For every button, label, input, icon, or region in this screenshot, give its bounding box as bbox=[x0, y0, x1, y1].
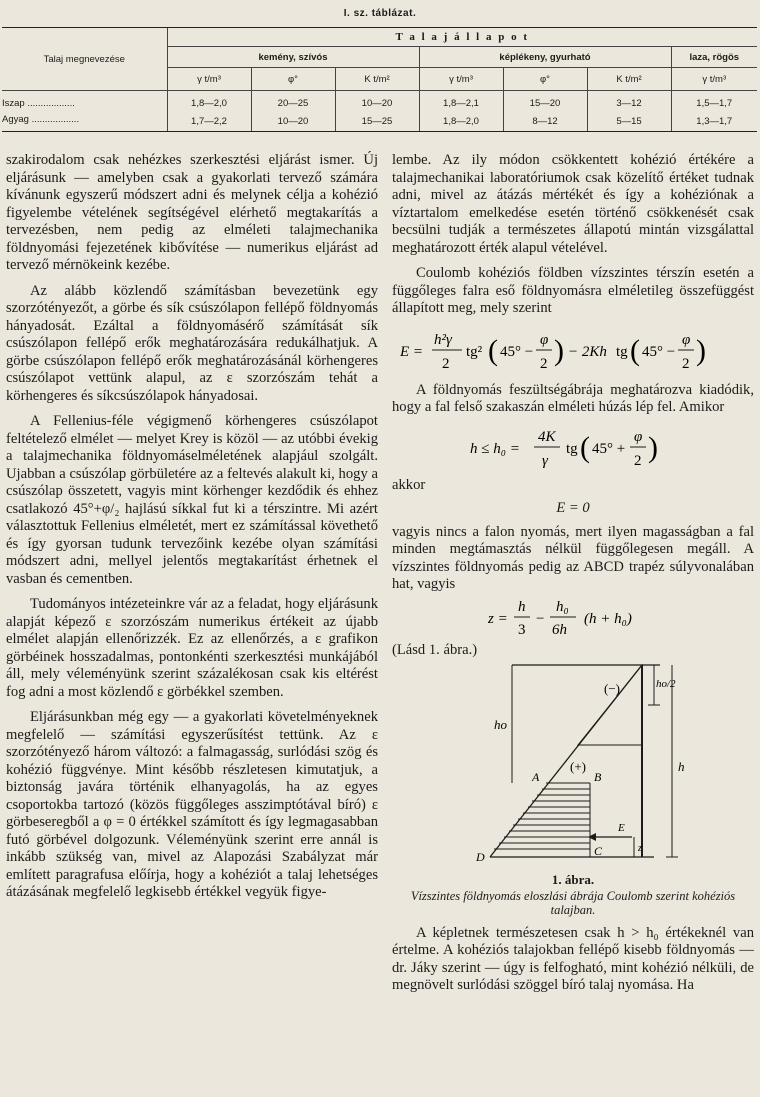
table-cell: 3—12 bbox=[587, 91, 671, 112]
label-A: A bbox=[532, 770, 540, 784]
paragraph: szakirodalom csak nehézkes szerkesztési eljárást ismer. Új eljárásunk — amelyben csak a gyakorlati tervező számára kívánunk egyszerű módszert adni és melynek célja a kohézió figyelembe vételének segítségével elérhető megtakarítás a tervezésben, nem pedig az elméleti talajmechanika földnyomási fejezetének kibővítése — numerikus eljárást ad tervező mérnökeink kezébe. bbox=[6, 152, 378, 273]
svg-text:45° +: 45° + bbox=[592, 440, 626, 457]
right-column bbox=[392, 152, 754, 995]
label-D: D bbox=[476, 850, 485, 864]
table-cell: 15—20 bbox=[503, 91, 587, 112]
svg-text:φ: φ bbox=[634, 428, 643, 445]
svg-text:45° −: 45° − bbox=[500, 343, 534, 360]
paragraph: Tudományos intézeteinkre vár az a feladat, hogy eljárásunk alapját képező ε szorzószám numerikus értékeit az újabb elmélet alapján ellenőrizzék. Ez az ellenőrzés, a ε grafikon görbéinek hosszadalmas, pontonkénti szerkesztési munkájából áll, mely véleményünk szerint százalékosan csak kis eltérést fog adni a most közlendő ε görbékkel szemben. bbox=[6, 596, 378, 700]
col-header: φ° bbox=[251, 68, 335, 91]
table-cell: 20—25 bbox=[251, 91, 335, 112]
col-header: γ t/m³ bbox=[167, 68, 251, 91]
table-cell: 1,7—2,2 bbox=[167, 111, 251, 132]
formula-e-zero: E = 0 bbox=[556, 500, 590, 516]
paragraph: A képletnek természetesen csak h > h₀ értékeknél van értelme. A kohéziós talajokban fellépő kisebb földnyomás — dr. Jáky szerint — úgy is felfogható, mint kohézió nélküli, de megnövelt surlódási szöggel bíró talaj nyomása. Ha bbox=[392, 924, 754, 993]
svg-text:4K: 4K bbox=[538, 428, 556, 445]
paragraph: A földnyomás feszültségábrája meghatározva kiadódik, hogy a fal felső szakaszán elméleti húzás lép fel. Amikor bbox=[392, 381, 754, 415]
figure-reference: (Lásd 1. ábra.) bbox=[392, 641, 478, 658]
label-negative: (−) bbox=[604, 681, 620, 696]
svg-text:tg: tg bbox=[616, 343, 628, 360]
table-cell: 8—12 bbox=[503, 111, 587, 132]
svg-text:E =: E = bbox=[400, 343, 424, 360]
svg-text:h ≤ h₀ =: h ≤ h₀ = bbox=[470, 440, 520, 457]
formula-coulomb-svg bbox=[392, 322, 754, 378]
col-header: K t/m² bbox=[587, 68, 671, 91]
svg-text:2: 2 bbox=[442, 355, 450, 372]
state-header-loose: laza, rögös bbox=[671, 47, 757, 68]
svg-text:(: ( bbox=[488, 333, 498, 367]
label-C: C bbox=[594, 844, 603, 858]
svg-text:(: ( bbox=[630, 333, 640, 367]
soil-table bbox=[2, 27, 757, 132]
svg-text:φ: φ bbox=[540, 331, 549, 348]
table-row-name: Iszap .................. bbox=[2, 91, 167, 112]
table-row-name: Agyag .................. bbox=[2, 111, 167, 132]
formula-z-svg bbox=[392, 596, 754, 640]
label-ho: ho bbox=[494, 717, 507, 732]
svg-text:2: 2 bbox=[682, 355, 690, 372]
col-header: K t/m² bbox=[335, 68, 419, 91]
svg-text:−: − bbox=[536, 610, 545, 627]
table-group-header: T a l a j á l l a p o t bbox=[167, 28, 757, 47]
svg-text:h²γ: h²γ bbox=[434, 331, 452, 348]
table-row-header: Talaj megnevezése bbox=[2, 28, 167, 91]
svg-text:z =: z = bbox=[488, 610, 508, 627]
label-h: h bbox=[678, 759, 685, 774]
svg-text:(h + h₀): (h + h₀) bbox=[584, 610, 632, 627]
svg-text:h₀: h₀ bbox=[556, 598, 569, 615]
label-ho2: ho/2 bbox=[656, 678, 676, 690]
paragraph: A Fellenius-féle végigmenő körhengeres csúszólapot feltételező elmélet — melyet Krey is közöl — az utóbbi évekig a talajmechanika földnyomáselméletének alapjául szolgált. Ujabban a csúszólap görbületére az a feltevés alakult ki, hogy a csúszólap összetett, vagyis mint körhenger kezdődik és ehhez csatlakozó 45°+φ/₂ hajlású síkkal fut ki a térszintre. Mi azért választottuk Fellenius elméletét, mert ez számítással követhető és így gyorsan tudunk tervezőink kezébe olyan számítási módszert adni, mellyel jelentős megtakarítást érhetnek el vasban és cementben. bbox=[6, 413, 378, 587]
state-header-hard: kemény, szívós bbox=[167, 47, 419, 68]
svg-text:φ: φ bbox=[682, 331, 691, 348]
table-cell: 10—20 bbox=[335, 91, 419, 112]
svg-text:− 2Kh: − 2Kh bbox=[568, 343, 607, 360]
svg-text:): ) bbox=[554, 333, 564, 367]
label-positive: (+) bbox=[570, 759, 586, 774]
table-cell: 1,8—2,0 bbox=[419, 111, 503, 132]
svg-text:6h: 6h bbox=[552, 621, 567, 638]
table-cell: 1,5—1,7 bbox=[671, 91, 757, 112]
svg-text:(: ( bbox=[580, 430, 590, 464]
formula-coulomb bbox=[392, 322, 754, 378]
svg-text:h: h bbox=[518, 598, 526, 615]
table-cell: 10—20 bbox=[251, 111, 335, 132]
paragraph: lembe. Az ily módon csökkentett kohézió értékére a talajmechanikai laboratóriumok csak közelítő értéket tudnak adni, mivel az átázás mértékét és így a kohéziónak a víztartalom emelkedése esetén történő csökkenését csak becsülni tudják a természetes állapotú mintán vizsgálattal meghatározott érték alapul vételével. bbox=[392, 152, 754, 256]
formula-h0-svg bbox=[392, 421, 754, 473]
figure-caption: 1. ábra. bbox=[551, 872, 595, 887]
label-E: E bbox=[618, 822, 625, 834]
paragraph-akkor: akkor bbox=[392, 476, 426, 493]
paragraph: vagyis nincs a falon nyomás, mert ilyen magasságban a fal minden megtámasztás nélkül függőlegesen megáll. A vízszintes földnyomás pedig az ABCD trapéz súlyvonalában hat, vagyis bbox=[392, 523, 754, 592]
hatched-trapezoid bbox=[494, 789, 590, 849]
col-header: γ t/m³ bbox=[671, 68, 757, 91]
formula-z bbox=[392, 596, 754, 640]
formula-h0 bbox=[392, 421, 754, 473]
table-cell: 1,8—2,0 bbox=[167, 91, 251, 112]
earth-pressure-figure bbox=[392, 661, 754, 871]
table-cell: 15—25 bbox=[335, 111, 419, 132]
table-cell: 1,3—1,7 bbox=[671, 111, 757, 132]
svg-text:γ: γ bbox=[542, 452, 548, 469]
svg-text:3: 3 bbox=[518, 621, 526, 638]
state-header-plastic: képlékeny, gyurható bbox=[419, 47, 671, 68]
paragraph: Coulomb kohéziós földben vízszintes térszín esetén a függőleges falra eső földnyomásra elméletileg összefüggést állapított meg, mely szerint bbox=[392, 265, 754, 316]
svg-text:tg²: tg² bbox=[466, 343, 483, 360]
svg-text:): ) bbox=[696, 333, 706, 367]
label-z: z bbox=[638, 843, 642, 854]
figure-description: Vízszintes földnyomás eloszlási ábrája Coulomb szerint kohéziós talajban. bbox=[410, 888, 736, 917]
svg-text:): ) bbox=[648, 430, 658, 464]
left-column bbox=[6, 152, 378, 902]
col-header: φ° bbox=[503, 68, 587, 91]
svg-text:2: 2 bbox=[540, 355, 548, 372]
svg-text:2: 2 bbox=[634, 452, 642, 469]
paragraph: Eljárásunkban még egy — a gyakorlati követelményeknek megfelelő — számítási egyszerűsítést tettünk. Az ε szorzótényező három változó: a falmagasság, surlódási szög és kohézió függvénye. Mint később részletesen kimutatjuk, a biztonság javára történik elhanyagolás, ha az egyes csoportokba tartozó (közös függőleges asszimptótával bíró) ε görbeseregből a φ = 0 értékkel számított és így legmagasabban futó görbével dolgozunk. Véleményünk szerint erre annál is inkább szükség van, mivel az Alapozási Szabályzat már említett paragrafusa előírja, hogy a kohéziót a talaj lehetséges átázásának megfelelő legkisebb értékkel vegyük figye- bbox=[6, 709, 378, 900]
label-B: B bbox=[594, 770, 602, 784]
table-cell: 5—15 bbox=[587, 111, 671, 132]
svg-text:tg: tg bbox=[566, 440, 578, 457]
col-header: γ t/m³ bbox=[419, 68, 503, 91]
table-cell: 1,8—2,1 bbox=[419, 91, 503, 112]
paragraph: Az alább közlendő számításban bevezetünk egy szorzótényezőt, a görbe és sík csúszólapon fellépő földnyomás hányadosát. Ezáltal a földnyomásérő számítását sík csúszólapon fellépő erők meghatározására redukálhatjuk. A görbe csúszólapon fellépő erők meghatározásánál körhengeres csúszólapot vettünk alapul, az ε szorzószám tehát a körhengeres és síkcsúszólapok hányadosai. bbox=[6, 282, 378, 404]
svg-text:45° −: 45° − bbox=[642, 343, 676, 360]
table-caption: I. sz. táblázat. bbox=[343, 8, 417, 19]
